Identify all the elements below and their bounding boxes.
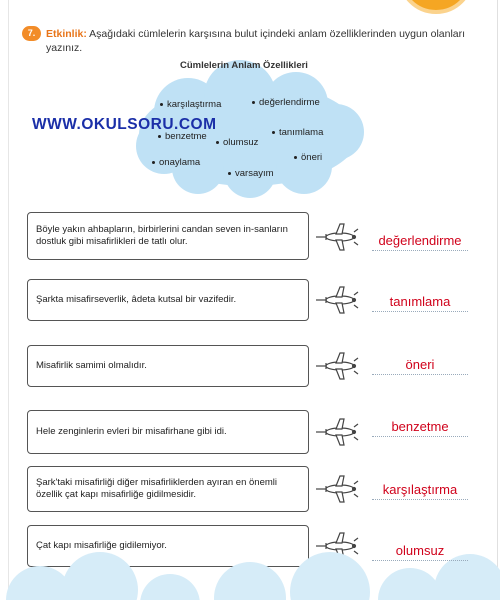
airplane-icon — [314, 472, 362, 506]
answer-field[interactable]: değerlendirme — [372, 233, 468, 251]
activity-label: Etkinlik: — [46, 28, 87, 40]
page-edge-line — [497, 0, 498, 600]
sentence-text: Böyle yakın ahbapların, birbirlerini candan seven in-sanların dostluk gibi misafirlikleri de tatlı olur. — [36, 223, 288, 247]
sentence-banner — [27, 466, 309, 512]
sentence-text: Misafirlik samimi olmalıdır. — [36, 359, 147, 371]
instruction-body: Aşağıdaki cümlelerin karşısına bulut içindeki anlam özelliklerinden uygun olanları yazınız. — [46, 28, 466, 54]
sentence-banner — [27, 410, 309, 454]
sentence-banner — [27, 212, 309, 260]
cloud-word: tanımlama — [272, 127, 323, 138]
sentence-text: Şarkta misafirseverlik, âdeta kutsal bir vazifedir. — [36, 293, 237, 305]
airplane-icon — [314, 415, 362, 449]
airplane-icon — [314, 349, 362, 383]
sentence-banner — [27, 279, 309, 321]
corner-badge — [398, 0, 474, 14]
sentence-banner — [27, 345, 309, 387]
page-margin-line — [8, 0, 9, 600]
answer-field[interactable]: benzetme — [372, 419, 468, 437]
sentence-text: Çat kapı misafirliğe gidilemiyor. — [36, 539, 167, 551]
cloud-word: olumsuz — [216, 137, 258, 148]
answer-field[interactable]: tanımlama — [372, 294, 468, 312]
task-number-badge: 7. — [22, 26, 41, 41]
airplane-icon — [314, 283, 362, 317]
sentence-text: Şark'taki misafirliği diğer misafirliklerden ayıran en önemli özellik çat kapı misafirliğe gidilmesidir. — [36, 476, 277, 500]
answer-field[interactable]: olumsuz — [372, 543, 468, 561]
cloud-word: değerlendirme — [252, 97, 320, 108]
cloud-word: öneri — [294, 152, 322, 163]
cloud-word: onaylama — [152, 157, 200, 168]
watermark: WWW.OKULSORU.COM — [32, 116, 217, 133]
cloud-title: Cümlelerin Anlam Özellikleri — [180, 60, 308, 71]
answer-field[interactable]: karşılaştırma — [372, 482, 468, 500]
cloud-word: varsayım — [228, 168, 274, 179]
answer-field[interactable]: öneri — [372, 357, 468, 375]
cloud-word: karşılaştırma — [160, 99, 221, 110]
sentence-text: Hele zenginlerin evleri bir misafirhane gibi idi. — [36, 425, 227, 437]
instruction-text — [46, 27, 476, 55]
airplane-icon — [314, 220, 362, 254]
cloud-word: benzetme — [158, 131, 207, 142]
